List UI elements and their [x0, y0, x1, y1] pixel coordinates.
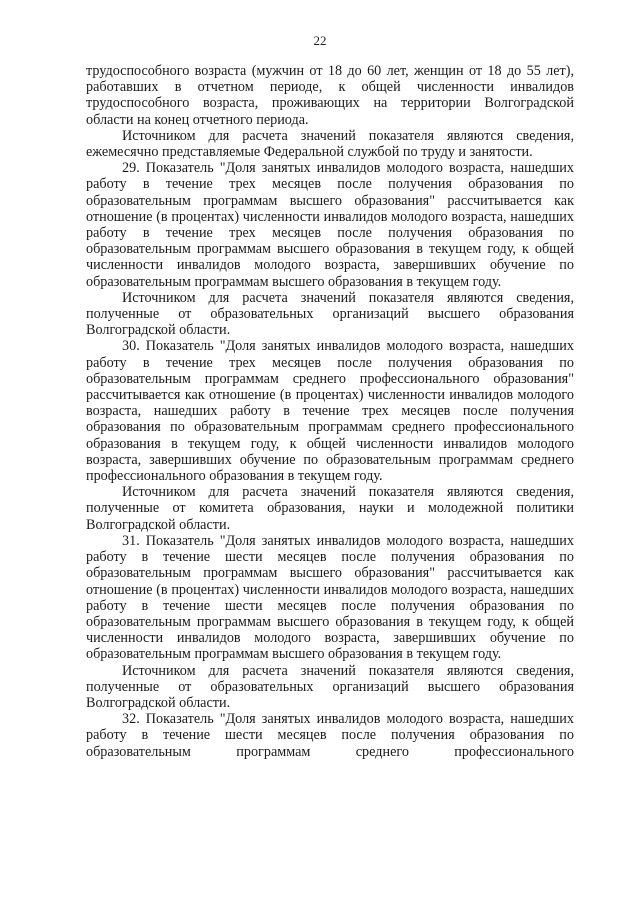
document-body: [86, 63, 574, 760]
paragraph-source-note: Источником для расчета значений показателя являются сведения, ежемесячно представляемые Федеральной службой по труду и занятости.: [86, 127, 574, 161]
paragraph-indicator-31: 31. Показатель "Доля занятых инвалидов молодого возраста, нашедших работу в течение шести месяцев после получения образования по образовательным программам высшего образования" рассчитывается как отношение (в процентах) численности инвалидов молодого возраста, нашедших работу в течение шести месяцев после получения образования по образовательным программам высшего образования в текущем году, к общей численности инвалидов молодого возраста, завершивших обучение по образовательным программам высшего образования в текущем году.: [86, 532, 574, 663]
page-number: 22: [313, 33, 327, 48]
paragraph-indicator-32: 32. Показатель "Доля занятых инвалидов молодого возраста, нашедших работу в течение шести месяцев после получения образования по образовательным программам среднего профессионального: [86, 711, 574, 760]
paragraph-indicator-29: 29. Показатель "Доля занятых инвалидов молодого возраста, нашедших работу в течение трех месяцев после получения образования по образовательным программам высшего образования" рассчитывается как отношение (в процентах) численности инвалидов молодого возраста, нашедших работу в течение трех месяцев после получения образования по образовательным программам высшего образования в текущем году, к общей численности инвалидов молодого возраста, завершивших обучение по образовательным программам высшего образования в текущем году.: [86, 160, 574, 290]
paragraph-indicator-30: 30. Показатель "Доля занятых инвалидов молодого возраста, нашедших работу в течение трех месяцев после получения образования по образовательным программам среднего профессионального образования" рассчитывается как отношение (в процентах) численности инвалидов молодого возраста, нашедших работу в течение трех месяцев после получения образования по образовательным программам среднего профессионального образования в текущем году, к общей численности инвалидов молодого возраста, завершивших обучение по образовательным программам среднего профессионального образования в текущем году.: [86, 338, 574, 485]
paragraph-source-note: Источником для расчета значений показателя являются сведения, полученные от образовательных организаций высшего образования Волгоградской области.: [86, 662, 574, 711]
paragraph-source-note: Источником для расчета значений показателя являются сведения, полученные от комитета образования, науки и молодежной политики Волгоградской области.: [86, 484, 574, 533]
paragraph-source-note: Источником для расчета значений показателя являются сведения, полученные от образовательных организаций высшего образования Волгоградской области.: [86, 289, 574, 339]
paragraph-continuation: трудоспособного возраста (мужчин от 18 до 60 лет, женщин от 18 до 55 лет), работавших в отчетном периоде, к общей численности инвалидов трудоспособного возраста, проживающих на территории Волгоградской области на конец отчетного периода.: [86, 63, 574, 128]
